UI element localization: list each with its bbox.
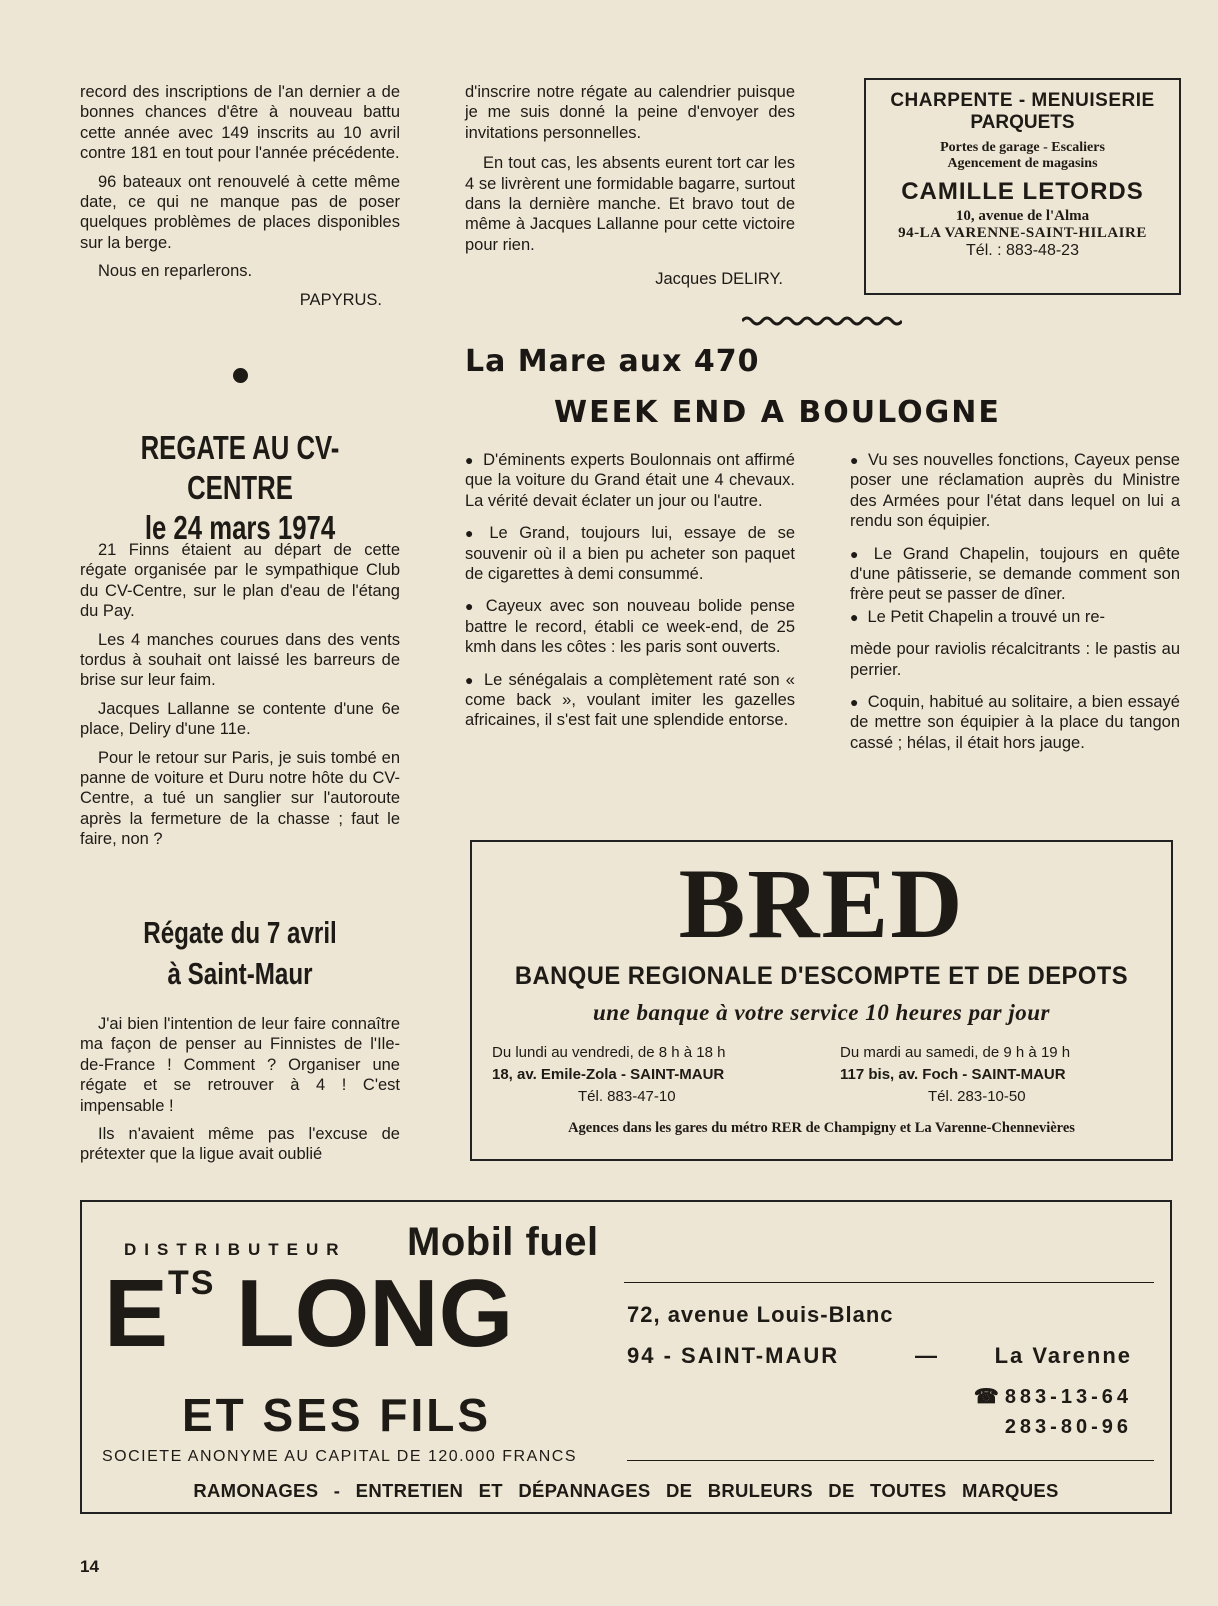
paragraph: Les 4 manches courues dans des vents tordus à souhait ont laissé les barreurs de brise sur leur faim.: [80, 630, 400, 690]
mare-item: ● Vu ses nouvelles fonctions, Cayeux pense poser une réclamation auprès du Ministre des Armées pour l'état dans lequel on lui a rendu son équipier.: [850, 450, 1180, 532]
ad-line: Portes de garage - Escaliers: [940, 140, 1105, 155]
mare-title: La Mare aux 470: [465, 344, 760, 379]
paragraph: J'ai bien l'intention de leur faire connaître ma façon de penser au Finnistes de l'Ile-de-France ! Comment ? Organiser une régate et se retrouver à 4 ! C'est impensable !: [80, 1015, 400, 1115]
article-cv-centre-body: [80, 540, 400, 858]
long-district: La Varenne: [994, 1343, 1132, 1368]
long-name-block: [104, 1258, 513, 1370]
long-ets: E: [104, 1260, 169, 1367]
long-phones: [942, 1382, 1132, 1442]
signature-papyrus: PAPYRUS.: [299, 290, 382, 309]
mare-item: ● D'éminents experts Boulonnais ont affirmé que la voiture du Grand était une 4 chevaux. La vérité devait éclater un jour ou l'autre.: [465, 450, 795, 511]
bred-logo: BRED: [678, 848, 965, 959]
paragraph: 96 bateaux ont renouvelé à cette même date, ce qui ne manque pas de poser quelques problèmes de places disponibles sur la berge.: [80, 172, 400, 252]
heading-line: REGATE AU CV-CENTRE: [140, 429, 340, 506]
bred-right-branch: [840, 1042, 1160, 1108]
heading-line: Régate du 7 avril: [143, 915, 337, 950]
mare-left-column: [465, 450, 795, 739]
article-saint-maur-body: [80, 1014, 400, 1173]
long-name: LONG: [235, 1260, 514, 1367]
paragraph: Ils n'avaient même pas l'excuse de prétexter que la ligue avait oublié: [80, 1125, 400, 1164]
long-distributeur: DISTRIBUTEUR: [124, 1240, 347, 1259]
bred-bank-name: BANQUE REGIONALE D'ESCOMPTE ET DE DEPOTS: [514, 962, 1129, 990]
long-company: SOCIETE ANONYME AU CAPITAL DE 120.000 FRANCS: [102, 1448, 578, 1465]
long-company-rule: [627, 1460, 1154, 1461]
heading-line: le 24 mars 1974: [144, 509, 336, 546]
bred-hours: Du lundi au vendredi, de 8 h à 18 h: [492, 1044, 726, 1061]
paragraph: record des inscriptions de l'an dernier a de bonnes chances d'être à nouveau battu cette année avec 149 inscrits au 10 avril contre 181 en tout pour l'année précédente.: [80, 83, 400, 163]
long-address: 72, avenue Louis-Blanc: [627, 1302, 894, 1327]
long-ets-sup: TS: [168, 1264, 216, 1302]
bred-left-branch: [492, 1042, 812, 1108]
mare-subtitle: WEEK END A BOULOGNE: [554, 395, 1001, 430]
paragraph: Jacques Lallanne se contente d'une 6e place, Deliry d'une 11e.: [80, 699, 400, 739]
heading-line: à Saint-Maur: [167, 956, 313, 991]
mare-item: ● Le sénégalais a complètement raté son « come back », voulant imiter les gazelles africaines, il s'est fait une splendide entorse.: [465, 670, 795, 731]
bred-hours: Du mardi au samedi, de 9 h à 19 h: [840, 1044, 1071, 1061]
col2-top: [465, 82, 795, 289]
ad-line: PARQUETS: [970, 112, 1075, 133]
long-brand: Mobil fuel: [407, 1220, 599, 1264]
ad-line: Agencement de magasins: [947, 156, 1098, 171]
ad-line: CHARPENTE - MENUISERIE: [890, 90, 1155, 111]
bred-address: 117 bis, av. Foch - SAINT-MAUR: [840, 1066, 1066, 1083]
long-phone: 883-13-64: [1004, 1386, 1132, 1408]
mare-item-continuation: mède pour raviolis récalcitrants : le pastis au perrier.: [850, 640, 1180, 679]
long-phone: 283-80-96: [1004, 1416, 1132, 1438]
ad-line: 94-LA VARENNE-SAINT-HILAIRE: [898, 225, 1147, 241]
mare-item: ● Coquin, habitué au solitaire, a bien essayé de mettre son équipier à la place du tangon cassé ; hélas, il était hors jauge.: [850, 692, 1180, 753]
bred-agencies: Agences dans les gares du métro RER de Champigny et La Varenne-Chennevières: [568, 1120, 1075, 1136]
long-dash: —: [915, 1343, 939, 1368]
bred-slogan: une banque à votre service 10 heures par jour: [593, 1000, 1050, 1025]
ad-ets-long: [80, 1200, 1172, 1514]
mare-item: ● Le Grand, toujours lui, essaye de se souvenir où il a bien pu acheter son paquet de cigarettes à demi consummé.: [465, 523, 795, 584]
signature-deliry: Jacques DELIRY.: [655, 270, 783, 289]
ad-letords: [864, 78, 1181, 295]
mare-right-column: [850, 450, 1180, 761]
long-city: 94 - SAINT-MAUR: [627, 1343, 840, 1368]
mare-item: ● Le Petit Chapelin a trouvé un re-: [850, 607, 1180, 627]
paragraph: Nous en reparlerons.: [98, 262, 253, 281]
ad-tel: Tél. : 883-48-23: [966, 242, 1079, 259]
bullet-separator: [233, 368, 248, 383]
col1-top: [80, 82, 400, 310]
mare-item: ● Le Grand Chapelin, toujours en quête d'une pâtisserie, se demande comment son frère peut se passer de dîner.: [850, 544, 1180, 605]
long-services: RAMONAGES - ENTRETIEN ET DÉPANNAGES DE BRULEURS DE TOUTES MARQUES: [193, 1480, 1059, 1501]
long-top-rule: [624, 1282, 1154, 1283]
article-saint-maur-title: [60, 912, 420, 994]
paragraph: 21 Finns étaient au départ de cette régate organisée par le sympathique Club du CV-Centre, sur le plan d'eau de l'étang du Pay.: [80, 541, 400, 621]
ad-company-name: CAMILLE LETORDS: [901, 178, 1144, 205]
long-city-line: [627, 1343, 1132, 1369]
ad-bred: [470, 840, 1173, 1161]
bred-address: 18, av. Emile-Zola - SAINT-MAUR: [492, 1066, 725, 1083]
page-number: 14: [80, 1557, 99, 1576]
ad-line: 10, avenue de l'Alma: [955, 208, 1090, 224]
wavy-divider: [742, 315, 902, 327]
article-cv-centre-title: [60, 428, 420, 548]
long-sons: ET SES FILS: [182, 1389, 492, 1441]
bred-tel: Tél. 883-47-10: [578, 1088, 676, 1105]
paragraph: d'inscrire notre régate au calendrier puisque je me suis donné la peine d'envoyer des invitations personnelles.: [465, 83, 795, 142]
phone-icon: ☎: [973, 1386, 999, 1408]
mare-item: ● Cayeux avec son nouveau bolide pense battre le record, établi ce week-end, de 25 kmh dans les côtes : les paris sont ouverts.: [465, 596, 795, 657]
bred-tel: Tél. 283-10-50: [928, 1088, 1026, 1105]
paragraph: En tout cas, les absents eurent tort car les 4 se livrèrent une formidable bagarre, surtout dans la dernière manche. Et bravo tout de même à Jacques Lallanne pour cette victoire pour rien.: [465, 154, 795, 254]
paragraph: Pour le retour sur Paris, je suis tombé en panne de voiture et Duru notre hôte du CV-Centre, a tué un sanglier sur l'autoroute après la fermeture de la chasse ; faut le faire, non ?: [80, 748, 400, 849]
